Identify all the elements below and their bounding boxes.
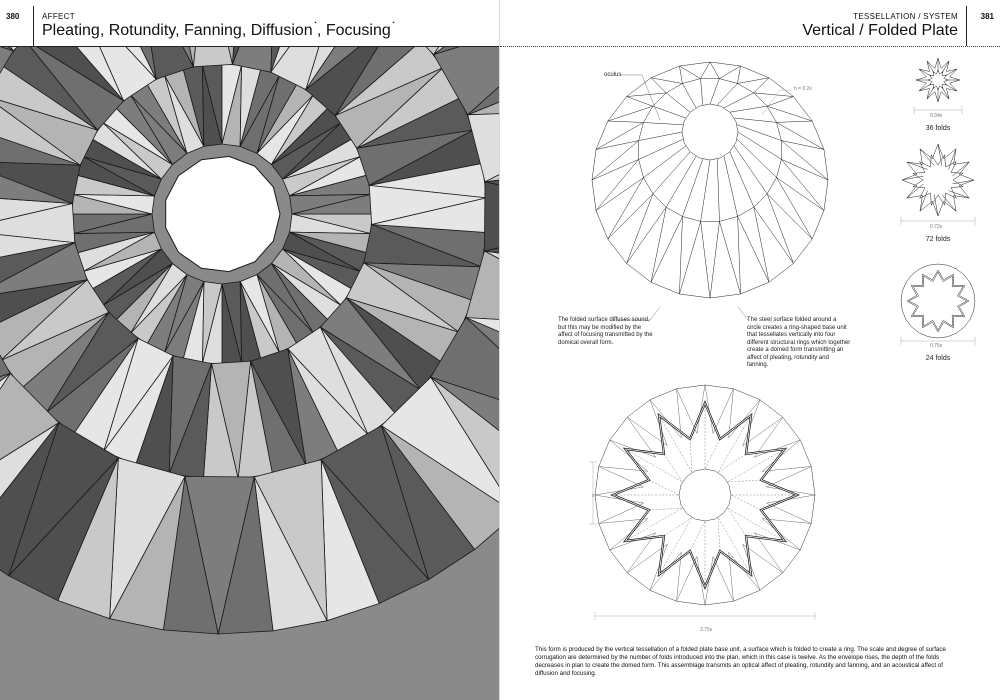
acoustic-icon: ◔ (312, 20, 317, 27)
header-divider (33, 6, 34, 46)
plan-diagram (585, 380, 825, 630)
oculus-label: oculus (604, 72, 622, 78)
plan-side-dimension: x (592, 493, 595, 499)
height-label: h = 0.2x (794, 86, 812, 92)
title-part-1: Pleating, Rotundity, Fanning, Diffusion (42, 22, 313, 39)
right-page-number: 381 (980, 12, 994, 21)
right-page (500, 0, 1000, 700)
annotation-right: The steel surface folded around a circle creates a ring-shaped base unit that tessellates vertically into four different structural rings which together create a domed form transmitting an affect of pleating, rotundity and fanning. (747, 317, 851, 368)
variant-label-24: 24 folds (925, 355, 951, 362)
acoustic-icon: ◔ (390, 20, 395, 27)
variant-dimension: 0.34x (930, 113, 943, 119)
section-label: AFFECT (42, 12, 75, 21)
section-label: TESSELLATION / SYSTEM (853, 12, 958, 21)
fold-variants-diagram (898, 58, 978, 378)
figure-caption: This form is produced by the vertical tessellation of a folded plate base unit, a surface which is folded to create a ring. The scale and degree of surface corrugation are determined by the number of folds introduced into the plan, which in this case is twelve. As the envelope rises, the depth of the folds decreases in plan to create the domed form. This assemblage transmits an optical affect of pleating, rotundity and fanning, and an acoustical affect of diffusion and focusing. (535, 646, 946, 677)
variant-label-72: 72 folds (925, 236, 951, 243)
annotation-left: The folded surface diffuses sound, but this may be modified by the affect of focusing transmitted by the domical overall form. (558, 317, 653, 346)
left-page-number: 380 (6, 12, 20, 21)
right-header (500, 0, 1000, 47)
page-title: Vertical / Folded Plate (802, 22, 958, 39)
dome-photograph (0, 47, 500, 700)
dome-elevation-diagram (570, 60, 850, 320)
plan-width-dimension: 3.75x (700, 627, 713, 633)
variant-label-36: 36 folds (925, 125, 951, 132)
variant-dimension: 0.75x (930, 343, 943, 349)
variant-dimension: 0.72x (930, 224, 943, 230)
page-title (42, 22, 395, 40)
title-part-2: , Focusing (316, 22, 391, 39)
left-header (0, 0, 500, 47)
dome-photo-drawing (0, 47, 500, 700)
header-divider (966, 6, 967, 46)
